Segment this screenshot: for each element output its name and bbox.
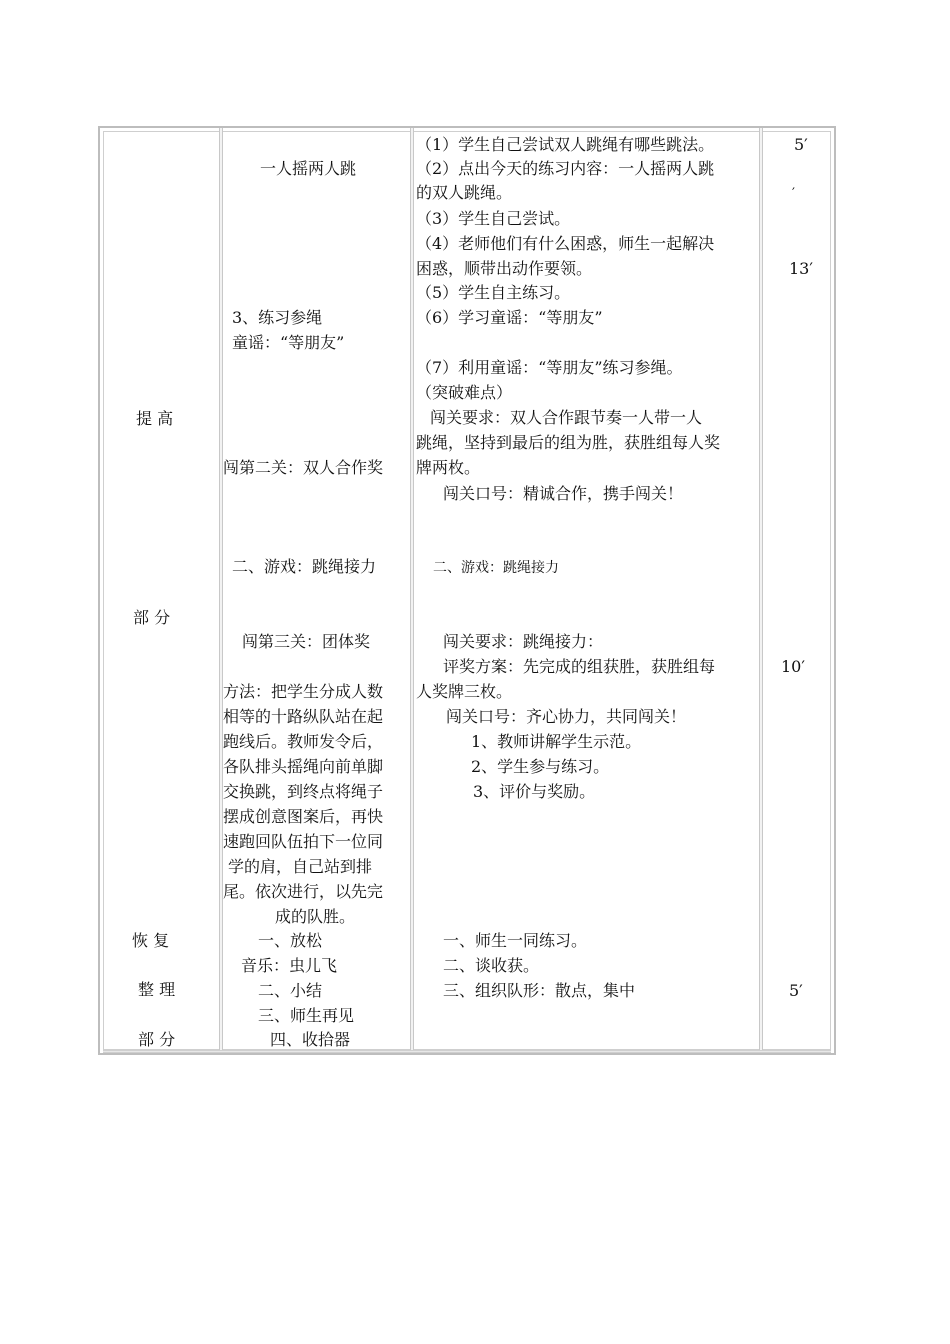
activity-line: 跳绳，坚持到最后的组为胜，获胜组每人奖 <box>416 433 721 452</box>
content-level-two: 闯第二关：双人合作奖 <box>223 458 384 477</box>
method-line: 摆成创意图案后，再快 <box>223 807 384 826</box>
activity-line: （3）学生自己尝试。 <box>416 209 571 228</box>
method-line: 跑线后。教师发令后， <box>223 732 384 751</box>
method-line: 相等的十路纵队站在起 <box>223 707 384 726</box>
activity-line: 人奖牌三枚。 <box>416 682 513 701</box>
section-label-hui-fu: 恢 复 <box>132 931 170 950</box>
time-value: 5′ <box>794 135 808 154</box>
time-value: 13′ <box>789 259 813 278</box>
method-line: 学的肩，自己站到排 <box>228 857 373 876</box>
relax-item: 音乐：虫儿飞 <box>241 956 338 975</box>
section-label-ti-gao: 提 高 <box>136 409 174 428</box>
activity-line: （1）学生自己尝试双人跳绳有哪些跳法。 <box>416 135 715 154</box>
method-line: 交换跳，到终点将绳子 <box>223 782 384 801</box>
activity-line: （4）老师他们有什么困惑，师生一起解决 <box>416 234 715 253</box>
activity-line: 困惑，顺带出动作要领。 <box>416 259 593 278</box>
method-line: 方法：把学生分成人数 <box>223 682 384 701</box>
relax-item: 一、放松 <box>258 931 323 950</box>
activity-line: 牌两枚。 <box>416 458 481 477</box>
method-line: 速跑回队伍拍下一位同 <box>223 832 384 851</box>
activity-line: 评奖方案：先完成的组获胜，获胜组每 <box>443 657 716 676</box>
section-label-zheng-li: 整 理 <box>138 980 176 999</box>
content-game-title: 二、游戏：跳绳接力 <box>232 557 377 576</box>
activity-line: 闯关口号：齐心协力，共同闯关！ <box>446 707 687 726</box>
relax-item: 四、收拾器 <box>270 1030 351 1049</box>
time-value: 10′ <box>781 657 805 676</box>
relax-item: 三、师生再见 <box>258 1006 355 1025</box>
activity-line: （7）利用童谣：“等朋友”练习参绳。 <box>416 358 683 377</box>
content-level-three: 闯第三关：团体奖 <box>242 632 371 651</box>
activity-line: 闯关要求：双人合作跟节奏一人带一人 <box>430 408 703 427</box>
time-mark: ′ <box>792 186 795 201</box>
activity-line: （6）学习童谣：“等朋友” <box>416 308 603 327</box>
time-value: 5′ <box>789 981 803 1000</box>
section-label-bu-fen: 部 分 <box>133 608 171 627</box>
activity-line: 1、教师讲解学生示范。 <box>471 732 642 751</box>
activity-line: （2）点出今天的练习内容：一人摇两人跳 <box>416 159 715 178</box>
section-label-bu-fen-2: 部 分 <box>138 1030 176 1049</box>
content-practice-rope: 3、练习参绳 <box>232 308 323 327</box>
activity-game-title: 二、游戏：跳绳接力 <box>433 560 559 576</box>
lesson-plan-table <box>98 126 836 1055</box>
activity-line: （突破难点） <box>416 383 513 402</box>
relax-item: 二、小结 <box>258 981 323 1000</box>
activity-line: 闯关口号：精诚合作，携手闯关！ <box>443 484 684 503</box>
method-line: 成的队胜。 <box>275 907 356 926</box>
method-line: 尾。依次进行，以先完 <box>223 882 384 901</box>
activity-line: 3、评价与奖励。 <box>473 782 596 801</box>
activity-line: 二、谈收获。 <box>443 956 540 975</box>
content-nursery-rhyme: 童谣：“等朋友” <box>232 333 345 352</box>
column-divider-2 <box>410 128 414 1053</box>
activity-line: 闯关要求：跳绳接力： <box>443 632 604 651</box>
method-line: 各队排头摇绳向前单脚 <box>223 757 384 776</box>
activity-line: 一、师生一同练习。 <box>443 931 588 950</box>
table-bottom-rule <box>103 1050 831 1053</box>
activity-line: 的双人跳绳。 <box>416 183 513 202</box>
activity-line: 2、学生参与练习。 <box>471 757 610 776</box>
activity-line: （5）学生自主练习。 <box>416 283 571 302</box>
column-divider-1 <box>219 128 223 1053</box>
activity-line: 三、组织队形：散点，集中 <box>443 981 636 1000</box>
column-divider-3 <box>759 128 763 1053</box>
content-one-swing-two-jump: 一人摇两人跳 <box>260 159 357 178</box>
